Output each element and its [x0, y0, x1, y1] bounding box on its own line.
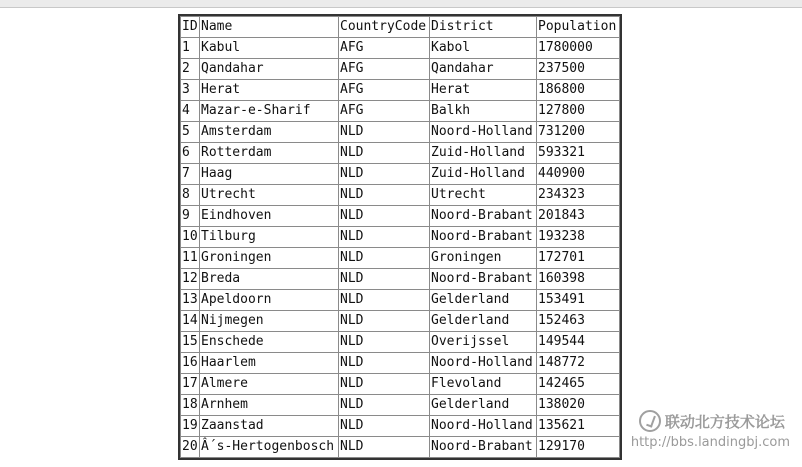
cell-id: 3: [181, 80, 200, 101]
cell-district: Noord-Brabant: [430, 206, 537, 227]
cell-id: 13: [181, 290, 200, 311]
cell-population: 186800: [537, 80, 620, 101]
cell-name: Arnhem: [200, 395, 339, 416]
table-row: [181, 437, 620, 458]
header-countrycode: CountryCode: [339, 17, 430, 38]
cell-id: 16: [181, 353, 200, 374]
cell-population: 142465: [537, 374, 620, 395]
cell-name: Mazar-e-Sharif: [200, 101, 339, 122]
cell-countrycode: NLD: [339, 290, 430, 311]
cell-district: Noord-Holland: [430, 416, 537, 437]
cell-name: Almere: [200, 374, 339, 395]
cell-countrycode: NLD: [339, 122, 430, 143]
cell-district: Noord-Holland: [430, 353, 537, 374]
cell-name: Nijmegen: [200, 311, 339, 332]
table-row: [181, 290, 620, 311]
table-row: [181, 164, 620, 185]
table-row: [181, 59, 620, 80]
cell-district: Flevoland: [430, 374, 537, 395]
cell-id: 4: [181, 101, 200, 122]
forum-logo-icon: [639, 410, 661, 432]
cell-countrycode: AFG: [339, 80, 430, 101]
cell-name: Haag: [200, 164, 339, 185]
cell-id: 6: [181, 143, 200, 164]
cell-name: Eindhoven: [200, 206, 339, 227]
cell-countrycode: AFG: [339, 38, 430, 59]
table-row: [181, 332, 620, 353]
cell-district: Zuid-Holland: [430, 143, 537, 164]
cell-id: 20: [181, 437, 200, 458]
city-table: [180, 16, 620, 458]
cell-population: 172701: [537, 248, 620, 269]
header-name: Name: [200, 17, 339, 38]
cell-countrycode: NLD: [339, 269, 430, 290]
table-row: [181, 206, 620, 227]
cell-district: Noord-Brabant: [430, 227, 537, 248]
table-header-row: [181, 17, 620, 38]
cell-id: 18: [181, 395, 200, 416]
cell-district: Balkh: [430, 101, 537, 122]
watermark-title: 联动北方技术论坛: [664, 412, 785, 431]
cell-name: Herat: [200, 80, 339, 101]
table-row: [181, 227, 620, 248]
table-row: [181, 38, 620, 59]
table-row: [181, 101, 620, 122]
cell-district: Groningen: [430, 248, 537, 269]
cell-name: Groningen: [200, 248, 339, 269]
cell-population: 149544: [537, 332, 620, 353]
cell-district: Gelderland: [430, 311, 537, 332]
cell-population: 160398: [537, 269, 620, 290]
cell-district: Overijssel: [430, 332, 537, 353]
cell-population: 440900: [537, 164, 620, 185]
cell-countrycode: NLD: [339, 416, 430, 437]
cell-id: 15: [181, 332, 200, 353]
cell-population: 129170: [537, 437, 620, 458]
cell-countrycode: NLD: [339, 395, 430, 416]
cell-name: Â´s-Hertogenbosch: [200, 437, 339, 458]
cell-district: Kabol: [430, 38, 537, 59]
table-row: [181, 143, 620, 164]
cell-name: Zaanstad: [200, 416, 339, 437]
cell-name: Rotterdam: [200, 143, 339, 164]
cell-population: 152463: [537, 311, 620, 332]
table-row: [181, 416, 620, 437]
table-row: [181, 185, 620, 206]
cell-id: 19: [181, 416, 200, 437]
cell-district: Noord-Holland: [430, 122, 537, 143]
cell-population: 193238: [537, 227, 620, 248]
cell-id: 11: [181, 248, 200, 269]
table-row: [181, 311, 620, 332]
cell-id: 14: [181, 311, 200, 332]
cell-countrycode: NLD: [339, 332, 430, 353]
table-row: [181, 80, 620, 101]
cell-name: Breda: [200, 269, 339, 290]
cell-population: 1780000: [537, 38, 620, 59]
cell-name: Utrecht: [200, 185, 339, 206]
cell-name: Kabul: [200, 38, 339, 59]
cell-countrycode: NLD: [339, 248, 430, 269]
table-body: [181, 38, 620, 458]
cell-id: 10: [181, 227, 200, 248]
cell-id: 1: [181, 38, 200, 59]
cell-countrycode: NLD: [339, 143, 430, 164]
cell-countrycode: NLD: [339, 206, 430, 227]
cell-countrycode: NLD: [339, 164, 430, 185]
cell-id: 2: [181, 59, 200, 80]
cell-id: 5: [181, 122, 200, 143]
cell-population: 148772: [537, 353, 620, 374]
window-top-border: [0, 0, 802, 8]
cell-id: 7: [181, 164, 200, 185]
cell-population: 153491: [537, 290, 620, 311]
table-row: [181, 374, 620, 395]
watermark: [630, 410, 790, 450]
cell-district: Gelderland: [430, 290, 537, 311]
cell-id: 8: [181, 185, 200, 206]
result-table-container: [178, 14, 622, 460]
header-population: Population: [537, 17, 620, 38]
cell-district: Noord-Brabant: [430, 269, 537, 290]
cell-population: 138020: [537, 395, 620, 416]
cell-population: 237500: [537, 59, 620, 80]
cell-district: Herat: [430, 80, 537, 101]
cell-population: 234323: [537, 185, 620, 206]
cell-countrycode: NLD: [339, 374, 430, 395]
cell-countrycode: NLD: [339, 311, 430, 332]
header-id: ID: [181, 17, 200, 38]
cell-name: Apeldoorn: [200, 290, 339, 311]
table-row: [181, 353, 620, 374]
header-district: District: [430, 17, 537, 38]
cell-population: 135621: [537, 416, 620, 437]
cell-population: 127800: [537, 101, 620, 122]
cell-countrycode: NLD: [339, 185, 430, 206]
cell-population: 731200: [537, 122, 620, 143]
cell-countrycode: NLD: [339, 227, 430, 248]
table-row: [181, 269, 620, 290]
cell-id: 17: [181, 374, 200, 395]
cell-district: Noord-Brabant: [430, 437, 537, 458]
cell-district: Gelderland: [430, 395, 537, 416]
cell-countrycode: AFG: [339, 101, 430, 122]
cell-name: Haarlem: [200, 353, 339, 374]
cell-countrycode: NLD: [339, 437, 430, 458]
cell-name: Tilburg: [200, 227, 339, 248]
cell-district: Utrecht: [430, 185, 537, 206]
cell-id: 12: [181, 269, 200, 290]
cell-name: Amsterdam: [200, 122, 339, 143]
cell-district: Zuid-Holland: [430, 164, 537, 185]
cell-name: Qandahar: [200, 59, 339, 80]
cell-id: 9: [181, 206, 200, 227]
cell-countrycode: NLD: [339, 353, 430, 374]
table-row: [181, 248, 620, 269]
cell-district: Qandahar: [430, 59, 537, 80]
cell-name: Enschede: [200, 332, 339, 353]
watermark-url: http://bbs.landingbj.com: [630, 435, 790, 450]
cell-population: 201843: [537, 206, 620, 227]
cell-population: 593321: [537, 143, 620, 164]
table-row: [181, 122, 620, 143]
cell-countrycode: AFG: [339, 59, 430, 80]
table-row: [181, 395, 620, 416]
